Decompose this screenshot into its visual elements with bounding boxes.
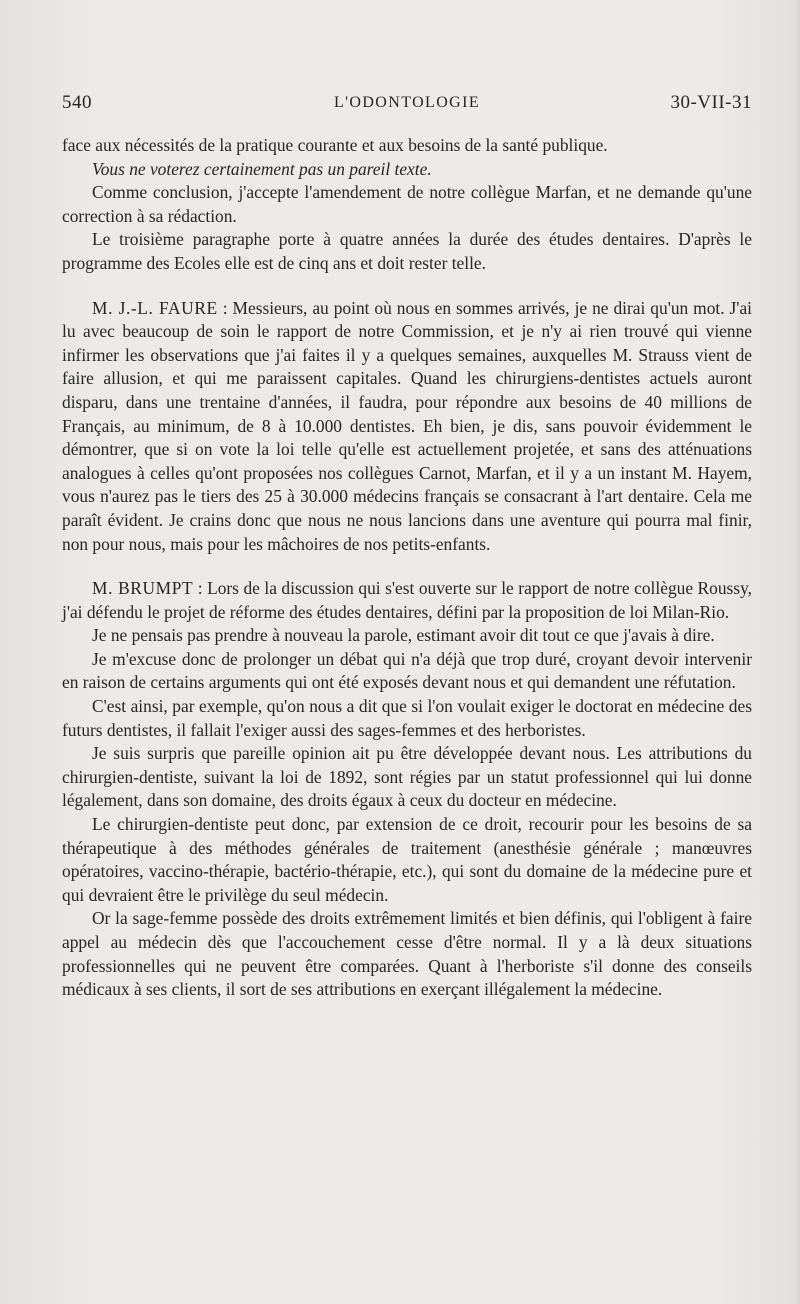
page-edge-shadow (794, 0, 800, 1304)
paragraph: Comme conclusion, j'accepte l'amendement de notre collègue Marfan, et ne demande qu'une correction à sa rédaction. (62, 182, 752, 226)
speech-text: : Lors de la discussion qui s'est ouverte sur le rapport de notre collègue Roussy, j'ai défendu le projet de réforme des études dentaires, défini par la proposition de loi Milan-Rio. (62, 578, 752, 622)
issue-date: 30-VII-31 (670, 92, 752, 113)
paragraph: Vous ne voterez certainement pas un pareil texte. (92, 158, 432, 179)
speech-text: : Messieurs, au point où nous en sommes arrivés, je ne dirai qu'un mot. J'ai lu avec beaucoup de soin le rapport de notre Commission, et je n'y ai rien trouvé qui vienne infirmer les observations que j'ai faites il y a quelques semaines, auxquelles M. Strauss vient de faire allusion, et qui me paraissent capitales. Quand les chirurgiens-dentistes actuels auront disparu, dans une trentaine d'années, il faudra, pour répondre aux besoins de 40 millions de Français, au minimum, de 8 à 10.000 dentistes. Eh bien, je dis, sans pouvoir évidemment le démontrer, que si on vote la loi telle qu'elle est actuellement projetée, et sans des atténuations analogues à celles qu'ont proposées nos collègues Carnot, Marfan, et il y a un instant M. Hayem, vous n'aurez pas le tiers des 25 à 30.000 médecins français se consacrant à l'art dentaire. Cela me paraît évident. Je crains donc que nous ne nous lancions dans une aventure qui pourra mal finir, non pour nous, mais pour les mâchoires de nos petits-enfants. (62, 297, 752, 554)
speaker-name: M. J.-L. FAURE (92, 297, 218, 318)
paragraph (62, 297, 752, 557)
journal-title: L'ODONTOLOGIE (333, 94, 481, 111)
paragraph: Je ne pensais pas prendre à nouveau la parole, estimant avoir dit tout ce que j'avais à dire. (92, 625, 715, 646)
paragraph (62, 577, 752, 624)
running-header (62, 92, 752, 118)
page-number: 540 (62, 92, 92, 113)
paragraph: Je suis surpris que pareille opinion ait pu être développée devant nous. Les attributions du chirurgien-dentiste, suivant la loi de 1892, sont régies par un statut professionnel qui lui donne légalement, dans son domaine, des droits égaux à ceux du docteur en médecine. (62, 743, 752, 811)
paragraph: face aux nécessités de la pratique courante et aux besoins de la santé publique. (62, 135, 608, 155)
body-text (62, 134, 752, 1002)
paragraph: C'est ainsi, par exemple, qu'on nous a dit que si l'on voulait exiger le doctorat en médecine des futurs dentistes, il fallait l'exiger aussi des sages-femmes et des herboristes. (62, 696, 752, 740)
paragraph: Je m'excuse donc de prolonger un débat qui n'a déjà que trop duré, croyant devoir intervenir en raison de certains arguments qui ont été exposés devant nous et qui demandent une réfutation. (62, 648, 752, 693)
paragraph: Or la sage-femme possède des droits extrêmement limités et bien définis, qui l'obligent à faire appel au médecin dès que l'accouchement cesse d'être normal. Il y a là deux situations professionnelles qui ne peuvent être comparées. Quant à l'herboriste s'il donne des conseils médicaux à ses clients, il sort de ses attributions en exerçant illégalement la médecine. (62, 908, 752, 1000)
paragraph: Le chirurgien-dentiste peut donc, par extension de ce droit, recourir pour les besoins de sa thérapeutique à des méthodes générales de traitement (anesthésie générale ; manœuvres opératoires, vaccino-thérapie, bactério-thérapie, etc.), qui sont du domaine de la médecine pure et qui devraient être le privilège du seul médecin. (62, 814, 752, 905)
speaker-name: M. BRUMPT (92, 578, 194, 599)
paragraph: Le troisième paragraphe porte à quatre années la durée des études dentaires. D'après le programme des Ecoles elle est de cinq ans et doit rester telle. (62, 229, 752, 273)
